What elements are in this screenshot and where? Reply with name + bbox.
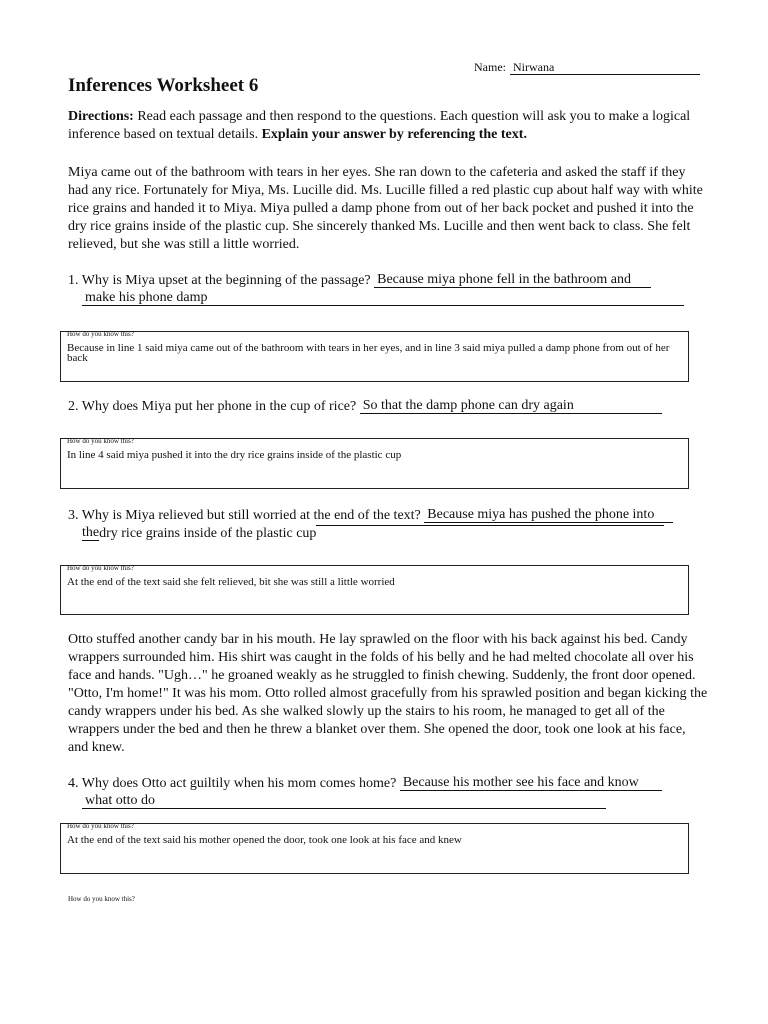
answer-box-4: [60, 823, 689, 874]
answer-box-4-text: At the end of the text said his mother opened the door, took one look at his face and knew: [67, 834, 462, 846]
question-1-text: 1. Why is Miya upset at the beginning of the passage?: [68, 273, 371, 288]
how-label: How do you know this?: [67, 437, 134, 445]
answer-box-1: [60, 331, 689, 382]
answer-box-2: [60, 438, 689, 489]
worksheet-title: Inferences Worksheet 6: [68, 75, 259, 96]
directions-emphasis: Explain your answer by referencing the text.: [261, 127, 527, 142]
question-1-answer-line2: make his phone damp: [82, 290, 684, 306]
how-label: How do you know this?: [67, 822, 134, 830]
name-label: Name:: [474, 60, 506, 74]
how-label: How do you know this?: [67, 564, 134, 572]
directions-label: Directions:: [68, 109, 134, 124]
question-3-text: 3. Why is Miya relieved but still worried at the end of the text?: [68, 508, 421, 523]
question-1: [68, 272, 708, 308]
directions-text: Read each passage and then respond to the questions. Each question will ask you to make a logical inference based on textual details.: [68, 109, 691, 142]
question-2-answer-line1: So that the damp phone can dry again: [360, 398, 662, 414]
directions: [68, 108, 708, 144]
how-label-footer: How do you know this?: [68, 895, 135, 903]
question-3-answer-line2b: dry rice grains inside of the plastic cup: [99, 526, 317, 541]
name-row: [474, 60, 700, 74]
answer-box-2-text: In line 4 said miya pushed it into the dry rice grains inside of the plastic cup: [67, 449, 402, 461]
name-field: Nirwana: [510, 60, 700, 75]
question-3-answer-line2a: the: [82, 525, 100, 540]
answer-box-3: [60, 565, 689, 615]
question-3-answer-fill: [316, 525, 664, 526]
passage-otto: Otto stuffed another candy bar in his mouth. He lay sprawled on the floor with his back against his bed. Candy wrappers surrounded him. His shirt was caught in the folds of his belly and he had melted chocolate all over his face and hands. "Ugh…" he groaned weakly as he struggled to finish chewing. Suddenly, the front door opened. "Otto, I'm home!" It was his mom. Otto rolled almost gracefully from his sprawled position and began kicking the candy wrappers under his bed. As she walked slowly up the stairs to his room, he managed to get all of the wrappers under the bed and then he threw a blanket over them. She opened the door, took one look at his face, and knew.: [68, 632, 708, 755]
question-2-text: 2. Why does Miya put her phone in the cup of rice?: [68, 399, 357, 414]
question-2: [68, 398, 708, 416]
answer-box-3-text: At the end of the text said she felt relieved, bit she was still a little worried: [67, 576, 395, 588]
question-4-text: 4. Why does Otto act guiltily when his mom comes home?: [68, 776, 397, 791]
question-4-answer-line2: what otto do: [82, 793, 606, 809]
question-4-answer-line1: Because his mother see his face and know: [400, 775, 662, 791]
passage-miya: Miya came out of the bathroom with tears in her eyes. She ran down to the cafeteria and asked the staff if they had any rice. Fortunately for Miya, Ms. Lucille did. Ms. Lucille filled a red plastic cup about half way with white rice grains and handed it to Miya. Miya pulled a damp phone from out of her back pocket and pushed it into the dry rice grains inside of the plastic cup. She sincerely thanked Ms. Lucille and then went back to class. She felt relieved, but she was still a little worried.: [68, 165, 703, 252]
how-label: How do you know this?: [67, 330, 134, 338]
question-1-answer-line1: Because miya phone fell in the bathroom and: [374, 272, 651, 288]
answer-box-1-text: Because in line 1 said miya came out of the bathroom with tears in her eyes, and in line 3 said miya pulled a damp phone from out of her back: [67, 342, 670, 364]
question-3-answer-line1: Because miya has pushed the phone into: [424, 507, 673, 523]
question-4: [68, 775, 708, 811]
question-3: [68, 507, 708, 543]
